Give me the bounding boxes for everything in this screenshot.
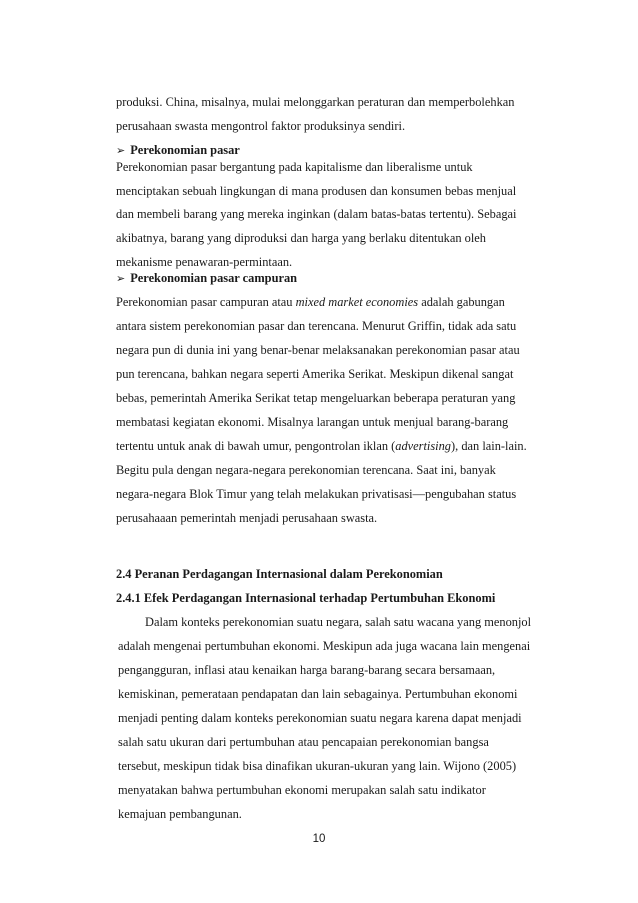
text-span: tertentu untuk anak di bawah umur, pengontrolan iklan ( xyxy=(116,439,396,453)
text-line: menjadi penting dalam konteks perekonomian suatu negara karena dapat menjadi xyxy=(118,711,522,725)
arrow-bullet-icon: ➢ xyxy=(116,272,126,285)
bullet-heading-perekonomian-pasar-campuran xyxy=(116,270,297,287)
text-line: mekanisme penawaran-permintaan. xyxy=(116,255,293,269)
text-line: menciptakan sebuah lingkungan di mana produsen dan konsumen bebas menjual xyxy=(116,184,517,198)
page-number: 10 xyxy=(312,833,326,845)
text-line: pun terencana, bahkan negara seperti Amerika Serikat. Meskipun dikenal sangat xyxy=(116,367,514,381)
italic-term: advertising xyxy=(395,439,452,453)
text-span: Perekonomian pasar campuran atau xyxy=(116,295,296,309)
text-line: menyatakan bahwa pertumbuhan ekonomi merupakan salah satu indikator xyxy=(118,783,486,797)
text-line: Perekonomian pasar bergantung pada kapitalisme dan liberalisme untuk xyxy=(116,160,473,174)
italic-term: mixed market economies xyxy=(295,295,419,309)
text-line: Begitu pula dengan negara-negara perekonomian terencana. Saat ini, banyak xyxy=(116,463,496,477)
text-line: produksi. China, misalnya, mulai melonggarkan peraturan dan memperbolehkan xyxy=(116,95,515,109)
text-line: pengangguran, inflasi atau kenaikan harga barang-barang secara bersamaan, xyxy=(118,663,496,677)
text-line: tersebut, meskipun tidak bisa dinafikan ukuran-ukuran yang lain. Wijono (2005) xyxy=(118,759,517,773)
text-line xyxy=(116,438,527,454)
text-line: negara pun di dunia ini yang benar-benar melaksanakan perekonomian pasar atau xyxy=(116,343,520,357)
text-line: perusahaaan pemerintah menjadi perusahaan swasta. xyxy=(116,511,378,525)
section-heading: 2.4 Peranan Perdagangan Internasional dalam Perekonomian xyxy=(116,567,443,581)
text-line: kemiskinan, pemerataan pendapatan dan lain sebagainya. Pertumbuhan ekonomi xyxy=(118,687,518,701)
text-line: salah satu ukuran dari pertumbuhan atau pencapaian perekonomian bangsa xyxy=(118,735,489,749)
text-line xyxy=(116,294,505,310)
text-line: akibatnya, barang yang diproduksi dan harga yang berlaku ditentukan oleh xyxy=(116,231,487,245)
text-line: kemajuan pembangunan. xyxy=(118,807,242,821)
text-span: ), dan lain-lain. xyxy=(451,439,527,453)
bullet-heading-text: Perekonomian pasar campuran xyxy=(130,271,298,285)
text-line: perusahaan swasta mengontrol faktor produksinya sendiri. xyxy=(116,119,406,133)
text-line: bebas, pemerintah Amerika Serikat tetap mengeluarkan beberapa peraturan yang xyxy=(116,391,516,405)
text-line: antara sistem perekonomian pasar dan terencana. Menurut Griffin, tidak ada satu xyxy=(116,319,517,333)
subsection-heading: 2.4.1 Efek Perdagangan Internasional terhadap Pertumbuhan Ekonomi xyxy=(116,591,496,605)
arrow-bullet-icon: ➢ xyxy=(116,144,126,157)
bullet-heading-perekonomian-pasar xyxy=(116,142,240,159)
text-line: negara-negara Blok Timur yang telah melakukan privatisasi—pengubahan status xyxy=(116,487,517,501)
text-line: membatasi kegiatan ekonomi. Misalnya larangan untuk menjual barang-barang xyxy=(116,415,509,429)
text-line: adalah mengenai pertumbuhan ekonomi. Meskipun ada juga wacana lain mengenai xyxy=(118,639,531,653)
text-span: adalah gabungan xyxy=(418,295,505,309)
text-line: dan membeli barang yang mereka inginkan (dalam batas-batas tertentu). Sebagai xyxy=(116,207,517,221)
paragraph-first-line: Dalam konteks perekonomian suatu negara, salah satu wacana yang menonjol xyxy=(145,615,532,629)
bullet-heading-text: Perekonomian pasar xyxy=(130,143,240,157)
